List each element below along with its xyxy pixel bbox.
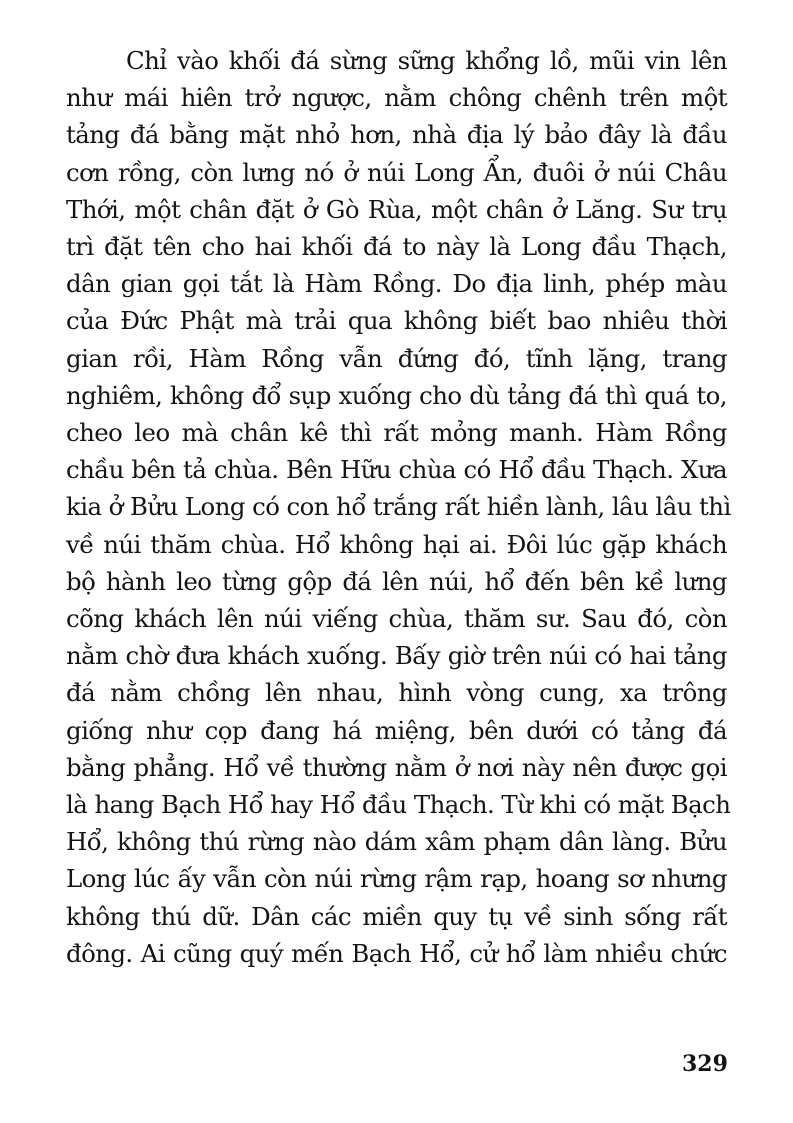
text-line: tảng đá bằng mặt nhỏ hơn, nhà địa lý bảo đây là đầu: [66, 120, 727, 150]
text-line: đông. Ai cũng quý mến Bạch Hổ, cử hổ làm nhiều chức: [66, 938, 727, 968]
text-line: là hang Bạch Hổ hay Hổ đầu Thạch. Từ khi có mặt Bạch: [66, 790, 731, 820]
text-line: Chỉ vào khối đá sừng sững khổng lồ, mũi vin lên: [126, 46, 727, 75]
text-line: Thới, một chân đặt ở Gò Rùa, một chân ở Lăng. Sư trụ: [66, 194, 727, 224]
text-line: không thú dữ. Dân các miền quy tụ về sinh sống rất: [66, 901, 727, 931]
text-line: giống như cọp đang há miệng, bên dưới có tảng đá: [66, 715, 727, 745]
text-line: đá nằm chồng lên nhau, hình vòng cung, xa trông: [66, 678, 727, 708]
text-line: cõng khách lên núi viếng chùa, thăm sư. Sau đó, còn: [66, 604, 727, 634]
text-line: trì đặt tên cho hai khối đá to này là Long đầu Thạch,: [66, 232, 727, 262]
text-line: kia ở Bửu Long có con hổ trắng rất hiền lành, lâu lâu thì: [66, 492, 731, 522]
text-line: của Đức Phật mà trải qua không biết bao nhiêu thời: [66, 306, 727, 336]
text-line: gian rồi, Hàm Rồng vẫn đứng đó, tĩnh lặng, trang: [66, 343, 727, 373]
text-line: cơn rồng, còn lưng nó ở núi Long Ẩn, đuôi ở núi Châu: [66, 157, 727, 187]
text-line: chầu bên tả chùa. Bên Hữu chùa có Hổ đầu Thạch. Xưa: [66, 455, 727, 485]
page-number: 329: [682, 1051, 728, 1077]
text-line: như mái hiên trở ngược, nằm chông chênh trên một: [66, 83, 727, 113]
text-line: bằng phẳng. Hổ về thường nằm ở nơi này nên được gọi: [66, 752, 727, 782]
text-line: nghiêm, không đổ sụp xuống cho dù tảng đá thì quá to,: [66, 380, 727, 410]
text-line: cheo leo mà chân kê thì rất mỏng manh. Hàm Rồng: [66, 418, 727, 448]
text-line: dân gian gọi tắt là Hàm Rồng. Do địa linh, phép màu: [66, 269, 727, 299]
text-line: về núi thăm chùa. Hổ không hại ai. Đôi lúc gặp khách: [66, 529, 727, 559]
body-paragraph: [66, 42, 731, 972]
text-line: bộ hành leo từng gộp đá lên núi, hổ đến bên kề lưng: [66, 566, 727, 596]
text-line: Long lúc ấy vẫn còn núi rừng rậm rạp, hoang sơ nhưng: [66, 864, 727, 894]
text-line: Hổ, không thú rừng nào dám xâm phạm dân làng. Bửu: [66, 827, 727, 857]
text-line: nằm chờ đưa khách xuống. Bấy giờ trên núi có hai tảng: [66, 641, 727, 671]
